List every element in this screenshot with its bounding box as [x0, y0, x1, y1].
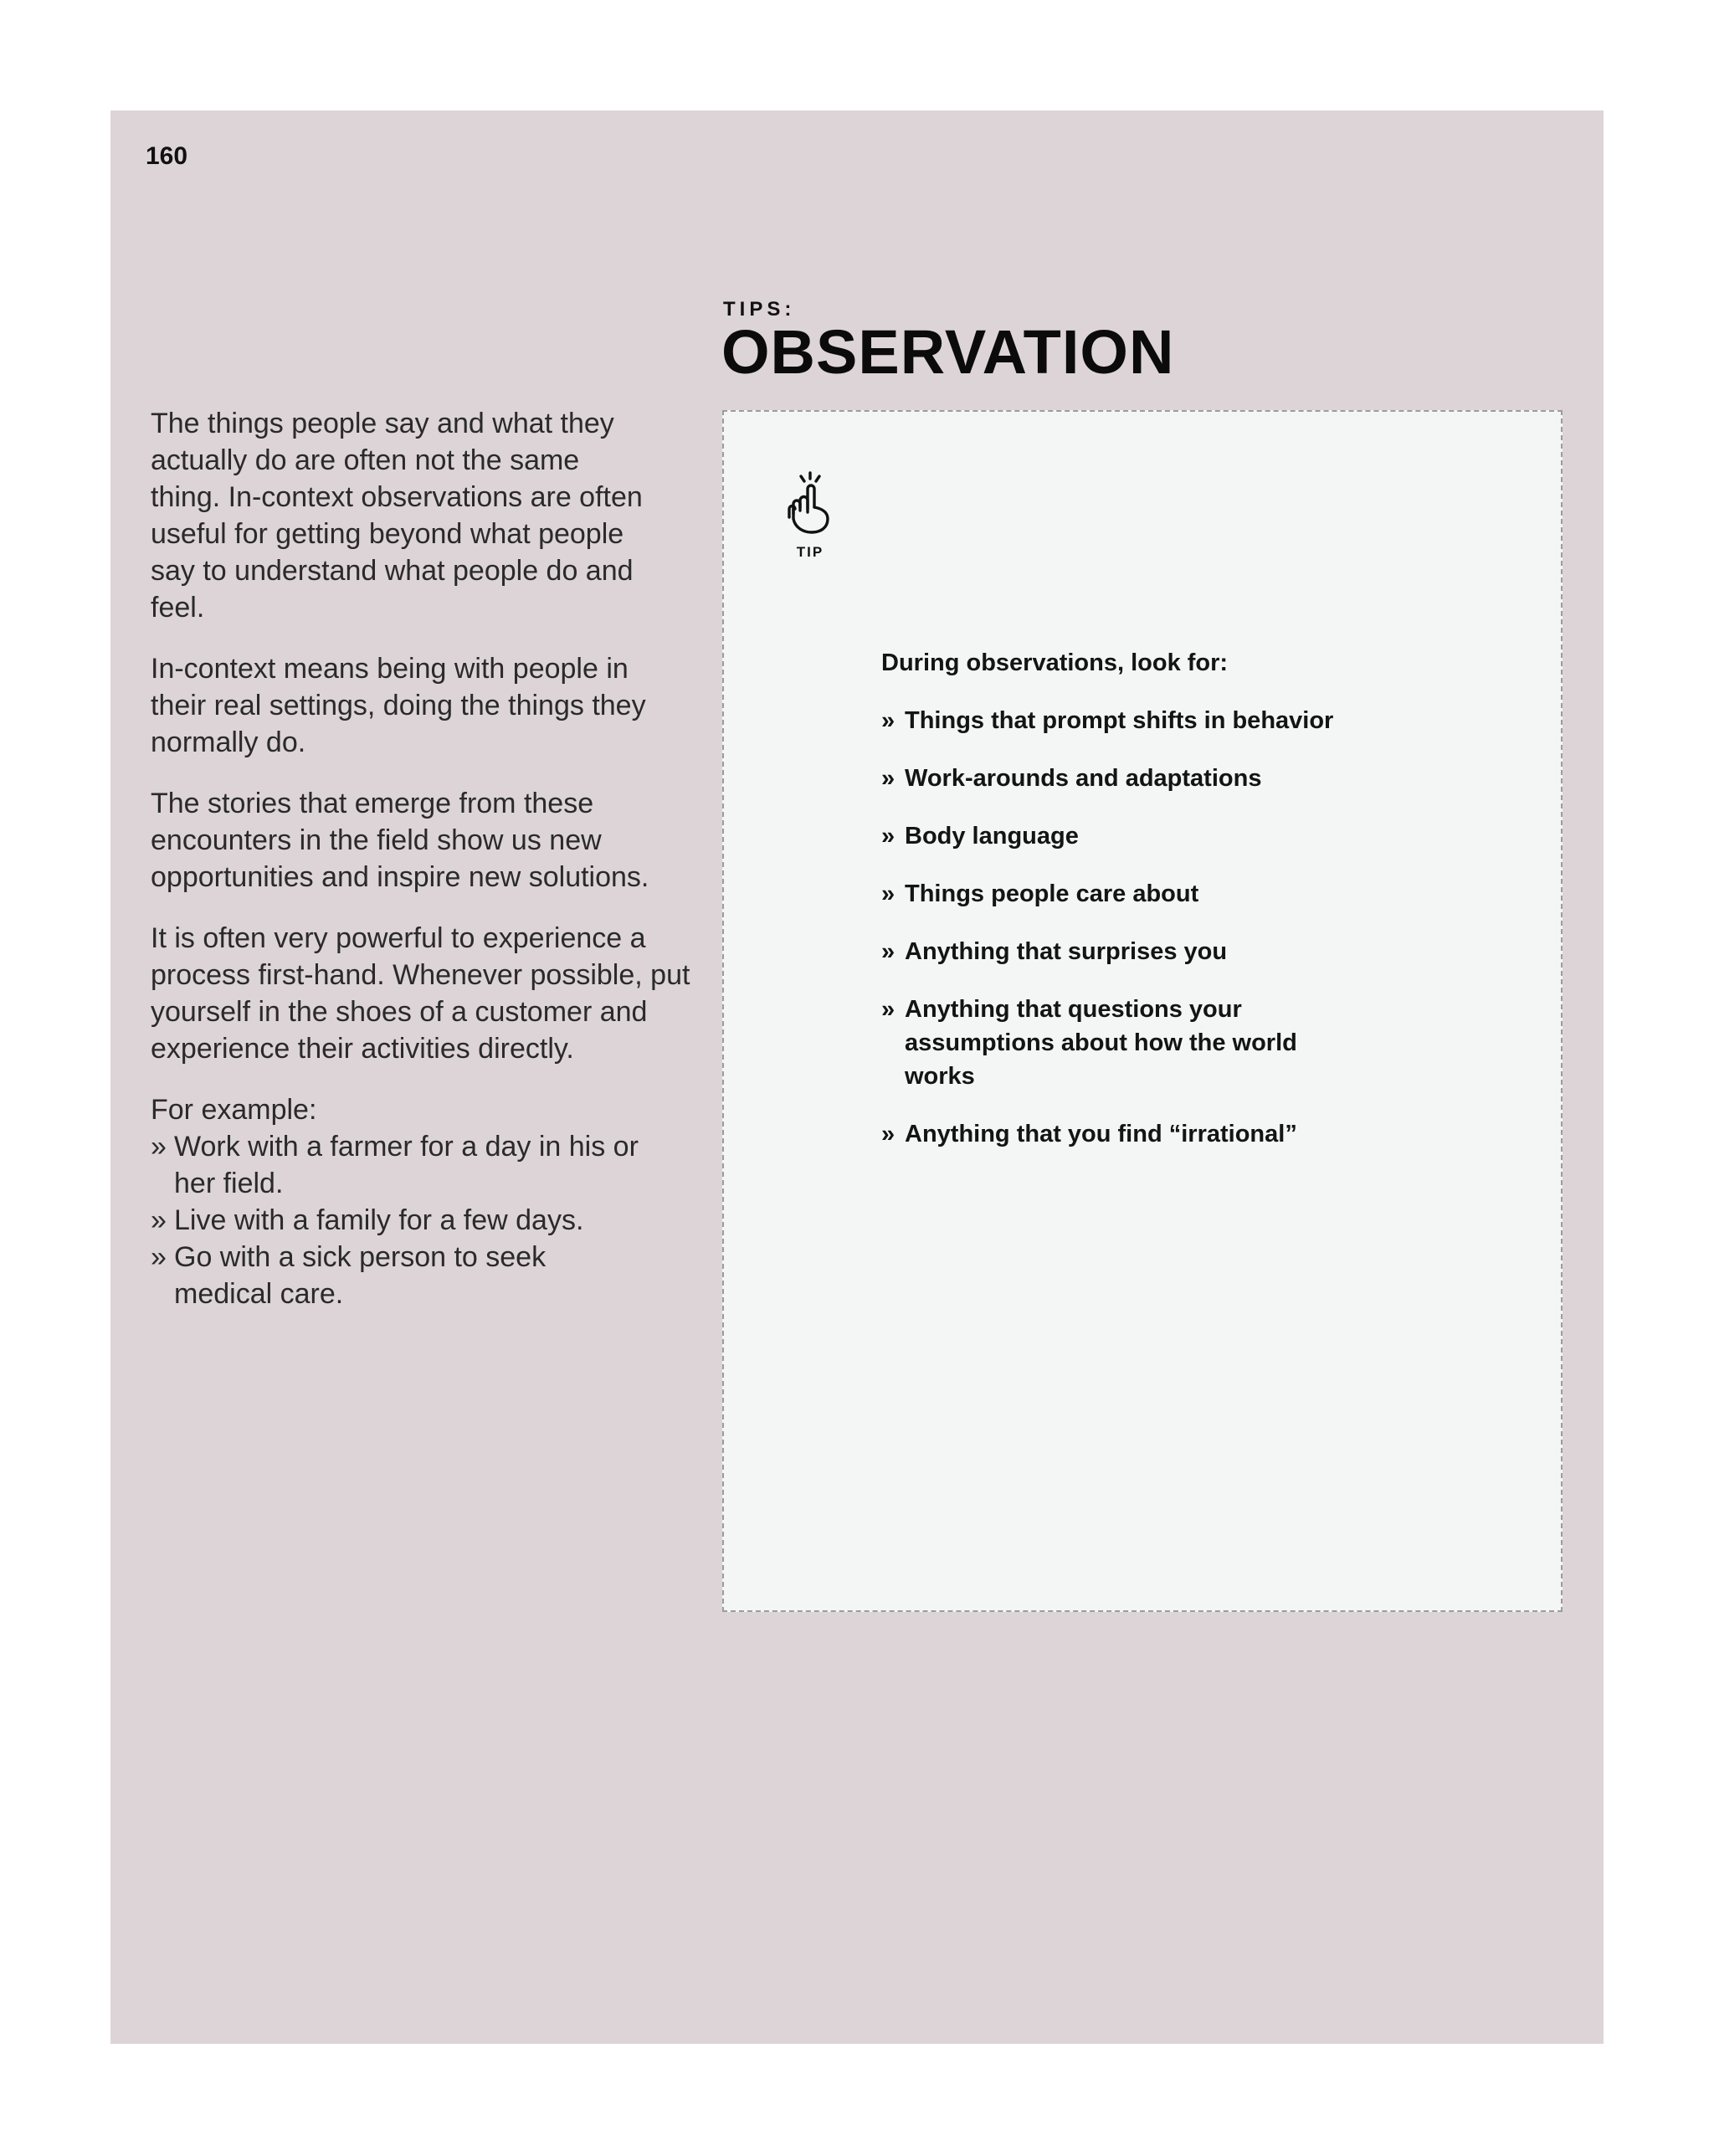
list-item: [881, 1117, 1484, 1151]
tip-item-text: Body language: [905, 823, 1079, 850]
list-item: [151, 1128, 676, 1202]
tip-item-text: Anything that questions your assumptions about how the world works: [905, 996, 1297, 1090]
bullet-glyph: »: [151, 1131, 167, 1163]
example-text: Live with a family for a few days.: [174, 1204, 584, 1236]
tip-item-text: Things people care about: [905, 880, 1199, 907]
body-paragraph: The stories that emerge from these encounters in the field show us new opportunities and inspire new solutions.: [151, 788, 649, 893]
bullet-glyph: »: [881, 707, 895, 734]
bullet-glyph: »: [881, 938, 895, 965]
list-item: [151, 1239, 643, 1312]
bullet-glyph: »: [881, 996, 895, 1023]
tip-item-text: Anything that surprises you: [905, 938, 1228, 965]
tip-item-text: Things that prompt shifts in behavior: [905, 707, 1334, 734]
tip-list: [881, 704, 1484, 1151]
tip-box: [722, 410, 1563, 1612]
tip-content: [881, 646, 1484, 1175]
body-paragraph: In-context means being with people in their real settings, doing the things they normally do.: [151, 653, 646, 758]
bullet-glyph: »: [881, 765, 895, 792]
example-intro: For example:: [151, 1094, 317, 1126]
list-item: [151, 1202, 695, 1239]
list-item: [881, 993, 1340, 1093]
tip-intro: During observations, look for:: [881, 649, 1229, 676]
tip-label: TIP: [796, 544, 824, 560]
example-list: [151, 1128, 695, 1312]
bullet-glyph: »: [881, 823, 895, 850]
example-text: Go with a sick person to seek medical care.: [174, 1241, 547, 1310]
tip-item-text: Anything that you find “irrational”: [905, 1121, 1297, 1147]
bullet-glyph: »: [151, 1204, 167, 1236]
tip-badge: [781, 470, 839, 561]
body-paragraph: It is often very powerful to experience a process first-hand. Whenever possible, put yourself in the shoes of a customer and experience their activities directly.: [151, 922, 690, 1065]
list-item: [881, 877, 1484, 911]
body-paragraph: The things people say and what they actually do are often not the same thing. In-context observations are often useful for getting beyond what people say to understand what people do and feel.: [151, 408, 643, 624]
bullet-glyph: »: [881, 1121, 895, 1147]
bullet-glyph: »: [151, 1241, 167, 1273]
list-item: [881, 935, 1484, 968]
pointing-finger-icon: [786, 470, 834, 536]
page-number: 160: [146, 142, 188, 170]
page-title: OBSERVATION: [721, 317, 1175, 387]
example-text: Work with a farmer for a day in his or her field.: [174, 1131, 639, 1199]
section-kicker: TIPS:: [723, 298, 796, 321]
tip-item-text: Work-arounds and adaptations: [905, 765, 1262, 792]
list-item: [881, 762, 1484, 795]
body-text: [151, 405, 695, 1312]
page: [110, 110, 1604, 2044]
list-item: [881, 819, 1484, 853]
bullet-glyph: »: [881, 880, 895, 907]
list-item: [881, 704, 1484, 737]
